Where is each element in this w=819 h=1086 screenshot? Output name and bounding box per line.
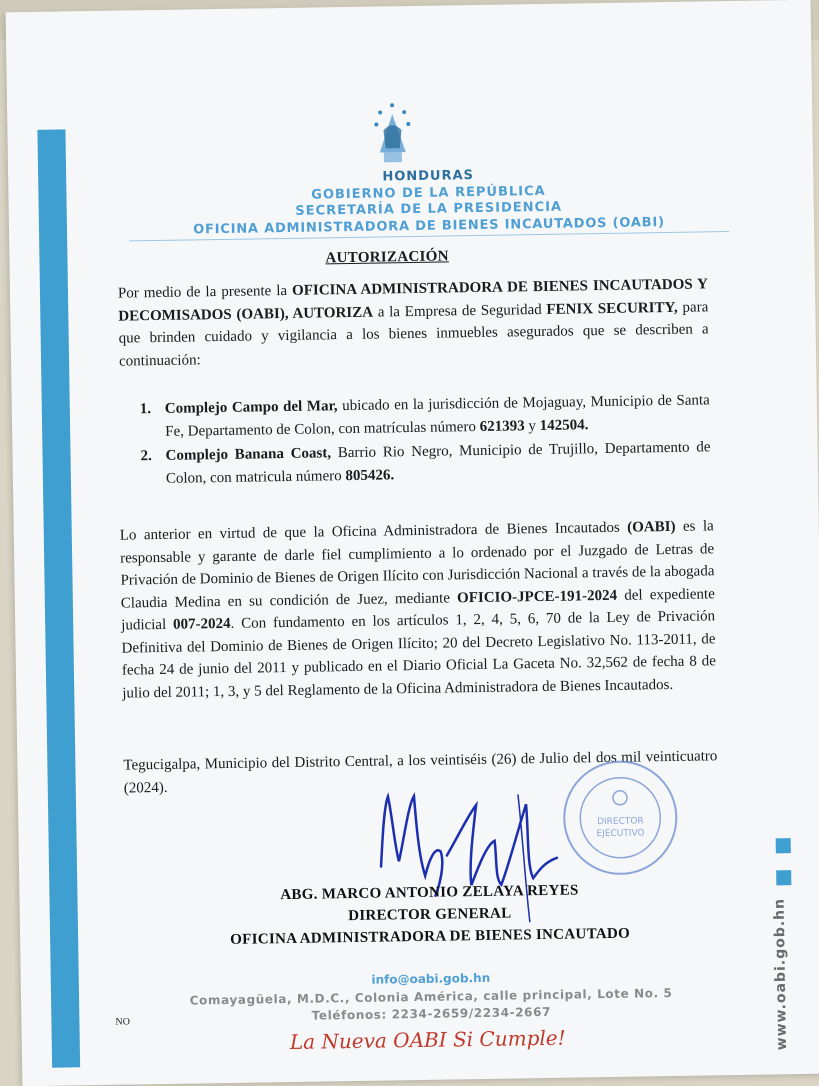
honduras-emblem-icon	[369, 100, 416, 171]
letterhead-secretariat: SECRETARÍA DE LA PRESIDENCIA	[295, 199, 563, 219]
list-item: 1. Complejo Campo del Mar, ubicado en la jurisdicción de Mojaguay, Municipio de Santa Fe, Departamento de Colon, con matrículas número 621393 y 142504.	[139, 392, 710, 440]
footer-phones: Teléfonos: 2234-2659/2234-2667	[311, 1004, 552, 1023]
side-website-url: www.oabi.gob.hn	[771, 897, 790, 1051]
letterhead-office: OFICINA ADMINISTRADORA DE BIENES INCAUTADOS (OABI)	[193, 215, 665, 238]
official-seal-stamp	[559, 757, 681, 879]
signatory-name: ABG. MARCO ANTONIO ZELAYA REYES	[280, 882, 579, 904]
side-square-marker	[776, 838, 791, 853]
footer-email: info@oabi.gob.hn	[371, 970, 491, 987]
legal-basis-paragraph: Lo anterior en virtud de que la Oficina Administradora de Bienes Incautados (OABI) es la responsable y garante de darle fiel cumplimiento a lo ordenado por el Juzgado de Letras de Privación de Dominio de Bienes de Origen Ilícito con Jurisdicción Nacional a través de la abogada Claudia Medina en su condición de Juez, mediante OFICIO-JPCE-191-2024 del expediente judicial 007-2024. Con fundamento en los artículos 1, 2, 4, 5, 6, 70 de la Ley de Privación Definitiva del Dominio de Bienes de Origen Ilícito; 20 del Decreto Legislativo No. 113-2011, de fecha 24 de junio del 2011 y publicado en el Diario Oficial La Gaceta No. 32,562 de fecha 8 de julio del 2011; 1, 3, y 5 del Reglamento de la Oficina Administradora de Bienes Incautados.	[119, 518, 716, 702]
slogan: La Nueva OABI Si Cumple!	[289, 1025, 566, 1055]
intro-paragraph: Por medio de la presente la OFICINA ADMINISTRADORA DE BIENES INCAUTADOS Y DECOMISADOS (OABI), AUTORIZA a la Empresa de Seguridad FENIX SECURITY, para que brinden cuidado y vigilancia a los bienes inmuebles asegurados que se describen a continuación:	[117, 276, 709, 370]
list-item: 2. Complejo Banana Coast, Barrio Rio Negro, Municipio de Trujillo, Departamento de Colon, con matricula número 805426.	[140, 439, 711, 487]
closing-paragraph: Tegucigalpa, Municipio del Distrito Central, a los veintiséis (26) de Julio del dos mil veinticuatro (2024).	[123, 748, 718, 797]
left-accent-bar	[37, 129, 80, 1067]
property-list	[140, 389, 711, 492]
signatory-position: DIRECTOR GENERAL	[348, 905, 512, 925]
letterhead-country: HONDURAS	[382, 168, 475, 185]
footer-address: Comayagüela, M.D.C., Colonia América, calle principal, Lote No. 5	[189, 985, 673, 1008]
side-square-marker	[776, 870, 791, 885]
document-page	[6, 0, 819, 1086]
letterhead-government: GOBIERNO DE LA REPÚBLICA	[311, 183, 546, 203]
signatory-block	[169, 878, 690, 952]
seal-line-2: EJECUTIVO	[596, 828, 645, 840]
seal-line-1: DIRECTOR	[596, 816, 644, 828]
typist-initials: NO	[115, 1016, 130, 1028]
signatory-office: OFICINA ADMINISTRADORA DE BIENES INCAUTADO	[230, 925, 631, 948]
document-title: AUTORIZACIÓN	[325, 248, 449, 267]
